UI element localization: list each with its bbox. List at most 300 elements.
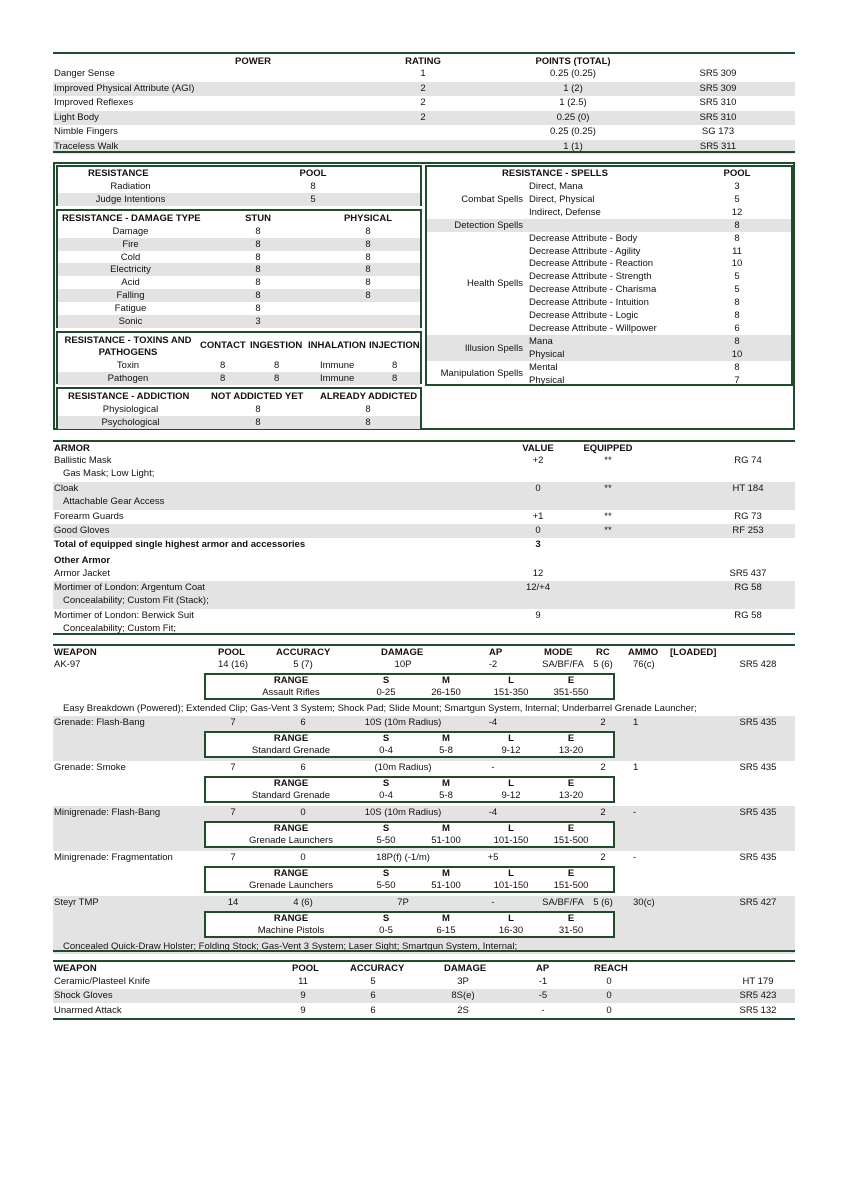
spell-name: Decrease Attribute - Logic xyxy=(529,310,639,321)
table-row xyxy=(427,309,791,322)
table-row xyxy=(58,416,420,429)
table-row xyxy=(58,372,420,385)
damage-type-name: Damage xyxy=(112,226,149,237)
spell-pool: 8 xyxy=(734,297,740,309)
range-header: E xyxy=(567,913,575,924)
range-value: 13-20 xyxy=(558,790,584,801)
armor-name: Ballistic Mask xyxy=(54,455,112,466)
table-row xyxy=(53,554,795,567)
spell-group-combat: Combat Spells xyxy=(461,194,523,205)
range-value: 6-15 xyxy=(436,925,456,936)
table-row xyxy=(58,251,420,264)
loaded-header: [LOADED] xyxy=(670,647,717,658)
resistance-name: Radiation xyxy=(110,181,151,192)
other-armor-source: SR5 437 xyxy=(729,568,767,579)
melee-pool-header: POOL xyxy=(292,963,319,974)
weapon-accuracy: 6 xyxy=(300,762,306,773)
table-row xyxy=(53,1004,795,1018)
weapon-source: SR5 427 xyxy=(739,897,777,908)
melee-pool: 9 xyxy=(300,1004,306,1016)
table-row xyxy=(53,761,795,806)
weapon-accuracy: 4 (6) xyxy=(293,897,313,908)
range-header: M xyxy=(442,778,450,789)
weapon-accuracy: 6 xyxy=(300,717,306,728)
toxin-contact: 8 xyxy=(220,360,226,371)
armor-equipped: ** xyxy=(604,455,612,466)
power-points: 1 (2.5) xyxy=(559,97,587,108)
spell-name: Direct, Physical xyxy=(529,193,595,205)
toxin-injection: 8 xyxy=(392,372,398,384)
toxin-injection: 8 xyxy=(392,360,398,371)
spell-name: Physical xyxy=(529,348,565,360)
range-value: 9-12 xyxy=(501,790,521,801)
damage-type-physical: 8 xyxy=(365,238,371,250)
weapon-damage: 10P xyxy=(394,659,412,670)
spell-group-detection: Detection Spells xyxy=(454,220,523,231)
melee-accuracy: 6 xyxy=(370,990,376,1002)
table-row xyxy=(427,232,791,245)
spell-pool: 8 xyxy=(734,335,740,347)
resistance-table xyxy=(56,165,422,206)
spell-name: Direct, Mana xyxy=(529,181,583,192)
spell-pool: 6 xyxy=(734,322,740,334)
damage-type-name: Falling xyxy=(116,290,145,301)
armor-equipped: ** xyxy=(604,483,612,494)
other-armor-label: Other Armor xyxy=(54,555,111,566)
range-table xyxy=(204,911,615,938)
spell-group-manipulation: Manipulation Spells xyxy=(440,368,523,379)
armor-total-value: 3 xyxy=(535,539,541,550)
power-points: 1 (2) xyxy=(563,82,583,94)
weapon-ap: -2 xyxy=(488,659,498,670)
range-value: 9-12 xyxy=(501,745,521,756)
spell-name: Decrease Attribute - Agility xyxy=(529,245,641,257)
power-name: Traceless Walk xyxy=(54,140,119,152)
spell-pool: 8 xyxy=(734,219,740,231)
other-armor-name: Mortimer of London: Berwick Suit xyxy=(54,610,194,621)
range-header: E xyxy=(567,823,575,834)
not-addicted-header: NOT ADDICTED YET xyxy=(211,391,304,402)
damage-type-name: Fatigue xyxy=(114,302,147,314)
power-points: 0.25 (0.25) xyxy=(550,68,596,79)
addiction-already: 8 xyxy=(365,404,371,415)
spell-group-illusion: Illusion Spells xyxy=(464,343,523,354)
points-header: POINTS (TOTAL) xyxy=(535,56,611,67)
weapon-ammo: 30(c) xyxy=(633,897,655,908)
table-row xyxy=(53,851,795,896)
weapon-pool: 7 xyxy=(230,717,236,728)
damage-type-name: Electricity xyxy=(110,264,151,276)
range-value: 13-20 xyxy=(558,745,584,756)
power-points: 1 (1) xyxy=(563,140,583,152)
range-header: RANGE xyxy=(273,823,309,834)
other-armor-source: RG 58 xyxy=(734,582,762,593)
toxin-name: Pathogen xyxy=(107,372,149,384)
power-rating: 2 xyxy=(420,82,426,94)
inhalation-header: INHALATION xyxy=(308,340,366,351)
weapon-source: SR5 435 xyxy=(739,807,777,818)
weapon-damage: 10S (10m Radius) xyxy=(364,807,442,818)
damage-type-stun: 8 xyxy=(255,264,261,276)
range-header: S xyxy=(382,913,390,924)
weapon-rc: 2 xyxy=(600,807,606,818)
melee-reach: 0 xyxy=(606,976,612,987)
weapon-accuracy: 0 xyxy=(300,852,306,863)
spell-pool: 8 xyxy=(734,361,740,373)
power-header: POWER xyxy=(235,56,271,67)
table-row xyxy=(53,111,795,125)
table-row xyxy=(58,263,420,276)
range-table xyxy=(204,731,615,758)
armor-header: ARMOR xyxy=(54,443,90,454)
other-armor-name: Mortimer of London: Argentum Coat xyxy=(54,582,206,593)
damage-type-stun: 8 xyxy=(255,226,261,237)
melee-ap: - xyxy=(541,1004,545,1016)
other-armor-accessories: Concealability; Custom Fit (Stack); xyxy=(63,595,209,606)
range-header: L xyxy=(508,778,514,789)
power-name: Nimble Fingers xyxy=(54,126,118,137)
weapon-source: SR5 435 xyxy=(739,762,777,773)
range-value: Assault Rifles xyxy=(262,687,320,698)
armor-source: RG 74 xyxy=(734,455,762,466)
armor-name: Good Gloves xyxy=(54,525,110,536)
power-source: SR5 310 xyxy=(699,97,737,108)
melee-damage: 8S(e) xyxy=(451,990,475,1002)
spell-name: Mental xyxy=(529,361,558,373)
melee-accuracy: 6 xyxy=(370,1004,376,1016)
weapon-source: SR5 435 xyxy=(739,717,777,728)
toxins-header-line2: PATHOGENS xyxy=(98,347,158,358)
weapon-pool: 7 xyxy=(230,852,236,863)
rating-header: RATING xyxy=(405,56,441,67)
damage-type-table xyxy=(56,209,422,328)
power-source: SR5 309 xyxy=(699,82,737,94)
range-header: M xyxy=(442,675,450,686)
armor-value: 0 xyxy=(535,525,541,536)
melee-accuracy-header: ACCURACY xyxy=(350,963,405,974)
injection-header: INJECTION xyxy=(369,340,420,351)
power-name: Danger Sense xyxy=(54,68,115,79)
ranged-weapons-section xyxy=(53,644,795,952)
range-header: L xyxy=(508,823,514,834)
range-header: M xyxy=(442,868,450,879)
weapon-mode: SA/BF/FA xyxy=(542,659,584,670)
armor-value: +1 xyxy=(532,511,544,522)
melee-ap: -5 xyxy=(538,990,548,1002)
range-value: 151-500 xyxy=(553,880,589,891)
damage-type-header: RESISTANCE - DAMAGE TYPE xyxy=(62,213,201,224)
addiction-already: 8 xyxy=(365,416,371,428)
damage-type-stun: 8 xyxy=(255,238,261,250)
melee-damage: 2S xyxy=(457,1004,469,1016)
damage-type-physical: 8 xyxy=(365,251,371,263)
armor-source: RG 73 xyxy=(734,511,762,522)
table-row xyxy=(427,322,791,335)
armor-value: +2 xyxy=(532,455,544,466)
weapon-accessories: Easy Breakdown (Powered); Extended Clip; Gas-Vent 3 System; Shock Pad; Slide Mount; Smartgun System, Internal; Underbarrel Grenade Launcher; xyxy=(63,703,697,714)
weapon-name: Minigrenade: Fragmentation xyxy=(54,852,173,863)
spell-name: Decrease Attribute - Body xyxy=(529,232,638,244)
power-rating: 1 xyxy=(420,68,426,79)
range-value: 0-25 xyxy=(376,687,396,698)
damage-header: DAMAGE xyxy=(381,647,424,658)
table-row xyxy=(53,567,795,581)
weapon-ap: +5 xyxy=(487,852,499,863)
other-armor-accessories: Concealability; Custom Fit; xyxy=(63,623,176,634)
range-header: M xyxy=(442,823,450,834)
weapon-rc: 2 xyxy=(600,852,606,863)
range-value: Standard Grenade xyxy=(251,745,331,756)
range-header: L xyxy=(508,675,514,686)
damage-type-physical: 8 xyxy=(365,290,371,301)
other-armor-name: Armor Jacket xyxy=(54,568,110,579)
weapon-ap: - xyxy=(491,762,495,773)
weapon-accuracy: 0 xyxy=(300,807,306,818)
range-header: RANGE xyxy=(273,778,309,789)
equipped-header: EQUIPPED xyxy=(583,443,633,454)
range-value: 101-150 xyxy=(493,880,529,891)
power-source: SR5 310 xyxy=(699,111,737,123)
range-header: S xyxy=(382,868,390,879)
table-row xyxy=(53,125,795,139)
melee-weapons-section xyxy=(53,960,795,1020)
table-row xyxy=(53,658,795,716)
weapon-accessories: Concealed Quick-Draw Holster; Folding Stock; Gas-Vent 3 System; Laser Sight; Smartgun System, Internal; xyxy=(63,941,518,952)
melee-source: SR5 423 xyxy=(739,990,777,1002)
table-row xyxy=(58,403,420,416)
table-row xyxy=(427,257,791,270)
range-header: L xyxy=(508,868,514,879)
damage-type-name: Acid xyxy=(121,277,140,289)
spell-pool: 10 xyxy=(731,348,743,360)
damage-type-stun: 8 xyxy=(255,251,261,263)
weapon-pool: 7 xyxy=(230,762,236,773)
melee-ap: -1 xyxy=(538,976,548,987)
range-header: S xyxy=(382,733,390,744)
table-row xyxy=(58,289,420,302)
armor-equipped: ** xyxy=(604,511,612,522)
addiction-name: Physiological xyxy=(102,404,159,415)
weapon-name: Minigrenade: Flash-Bang xyxy=(54,807,161,818)
power-source: SR5 311 xyxy=(699,140,737,152)
weapon-ammo: 76(c) xyxy=(633,659,655,670)
spell-pool: 12 xyxy=(731,206,743,218)
weapon-ap: -4 xyxy=(488,717,498,728)
toxin-inhalation: Immune xyxy=(320,372,355,384)
ap-header: AP xyxy=(489,647,503,658)
other-armor-value: 12/+4 xyxy=(525,582,551,593)
table-row xyxy=(58,180,420,193)
range-header: M xyxy=(442,913,450,924)
spells-pool-header: POOL xyxy=(723,168,751,179)
spell-pool: 10 xyxy=(731,258,743,270)
range-header: L xyxy=(508,913,514,924)
armor-value: 0 xyxy=(535,483,541,494)
rc-header: RC xyxy=(596,647,610,658)
range-value: 151-500 xyxy=(553,835,589,846)
armor-section xyxy=(53,440,795,636)
toxin-name: Toxin xyxy=(116,360,140,371)
range-header: S xyxy=(382,675,390,686)
table-row xyxy=(53,82,795,96)
spell-pool: 3 xyxy=(734,181,740,192)
range-header: E xyxy=(567,868,575,879)
spells-table xyxy=(425,165,793,386)
range-value: Standard Grenade xyxy=(251,790,331,801)
melee-reach: 0 xyxy=(606,990,612,1002)
toxins-table xyxy=(56,331,422,384)
melee-damage: 3P xyxy=(457,976,469,987)
weapon-pool: 14 xyxy=(227,897,239,908)
power-name: Improved Reflexes xyxy=(54,97,134,108)
power-source: SG 173 xyxy=(701,126,735,137)
range-header: E xyxy=(567,778,575,789)
addiction-name: Psychological xyxy=(101,416,160,428)
spell-pool: 5 xyxy=(734,284,740,296)
spell-pool: 8 xyxy=(734,232,740,244)
range-header: RANGE xyxy=(273,913,309,924)
spell-name: Physical xyxy=(529,374,565,386)
powers-section xyxy=(53,52,795,154)
range-value: 31-50 xyxy=(558,925,584,936)
range-value: Machine Pistols xyxy=(257,925,325,936)
melee-pool: 9 xyxy=(300,990,306,1002)
weapon-ap: - xyxy=(491,897,495,908)
addiction-table xyxy=(56,387,422,428)
damage-type-name: Sonic xyxy=(118,315,143,327)
armor-accessories: Gas Mask; Low Light; xyxy=(63,468,155,479)
range-table xyxy=(204,776,615,803)
table-row xyxy=(53,896,795,954)
table-row xyxy=(427,245,791,258)
damage-type-physical: 8 xyxy=(365,277,371,289)
damage-type-name: Fire xyxy=(122,238,139,250)
weapon-ammo: - xyxy=(633,852,637,863)
value-header: VALUE xyxy=(522,443,554,454)
table-row xyxy=(53,482,795,510)
power-rating: 2 xyxy=(420,97,426,108)
melee-source: HT 179 xyxy=(742,976,774,987)
ammo-header: AMMO xyxy=(628,647,659,658)
damage-type-physical: 8 xyxy=(365,226,371,237)
addiction-not: 8 xyxy=(255,404,261,415)
weapon-name: Grenade: Flash-Bang xyxy=(54,717,145,728)
spell-name: Decrease Attribute - Strength xyxy=(529,271,652,283)
damage-type-stun: 3 xyxy=(255,315,261,327)
addiction-not: 8 xyxy=(255,416,261,428)
range-value: Grenade Launchers xyxy=(249,880,333,891)
power-points: 0.25 (0.25) xyxy=(550,126,596,137)
table-row xyxy=(58,315,420,328)
damage-type-stun: 8 xyxy=(255,302,261,314)
table-row xyxy=(58,359,420,372)
mode-header: MODE xyxy=(544,647,573,658)
table-row xyxy=(53,581,795,609)
toxins-header-line1: RESISTANCE - TOXINS AND xyxy=(64,335,192,346)
range-value: 0-4 xyxy=(379,745,393,756)
armor-equipped: ** xyxy=(604,525,612,536)
power-source: SR5 309 xyxy=(699,68,737,79)
armor-source: HT 184 xyxy=(732,483,764,494)
spell-pool: 8 xyxy=(734,310,740,321)
range-header: M xyxy=(442,733,450,744)
resistance-pool-header: POOL xyxy=(299,168,327,179)
range-header: S xyxy=(382,823,390,834)
table-row xyxy=(53,806,795,851)
other-armor-source: RG 58 xyxy=(734,610,762,621)
table-row xyxy=(53,96,795,110)
weapon-damage: 10S (10m Radius) xyxy=(364,717,442,728)
damage-type-stun: 8 xyxy=(255,290,261,301)
physical-header: PHYSICAL xyxy=(343,213,393,224)
range-value: 51-100 xyxy=(431,835,461,846)
resistance-pool: 5 xyxy=(310,194,316,205)
weapon-ammo: - xyxy=(633,807,637,818)
spell-name: Decrease Attribute - Charisma xyxy=(529,284,657,296)
weapon-mode: SA/BF/FA xyxy=(542,897,584,908)
other-armor-value: 9 xyxy=(535,610,541,621)
spell-pool: 5 xyxy=(734,193,740,205)
weapon-accuracy: 5 (7) xyxy=(293,659,313,670)
weapon-damage: (10m Radius) xyxy=(374,762,432,773)
table-row xyxy=(58,302,420,315)
table-row xyxy=(53,975,795,989)
power-rating: 2 xyxy=(420,111,426,123)
table-row xyxy=(58,193,420,206)
range-table xyxy=(204,821,615,848)
table-row xyxy=(53,454,795,482)
table-row xyxy=(427,180,791,193)
stun-header: STUN xyxy=(245,213,271,224)
table-row xyxy=(427,296,791,309)
spell-name: Decrease Attribute - Reaction xyxy=(529,258,654,270)
armor-source: RF 253 xyxy=(732,525,764,536)
range-value: 26-150 xyxy=(431,687,461,698)
accuracy-header: ACCURACY xyxy=(276,647,331,658)
weapon-damage: 18P(f) (-1/m) xyxy=(376,852,430,863)
range-value: 0-4 xyxy=(379,790,393,801)
melee-reach: 0 xyxy=(606,1004,612,1016)
table-row xyxy=(58,276,420,289)
table-row xyxy=(53,538,795,552)
spell-name: Mana xyxy=(529,335,553,347)
weapon-name: AK-97 xyxy=(54,659,81,670)
armor-name: Cloak xyxy=(54,483,79,494)
pool-header: POOL xyxy=(218,647,245,658)
spells-header: RESISTANCE - SPELLS xyxy=(502,168,608,179)
addiction-header: RESISTANCE - ADDICTION xyxy=(68,391,190,402)
table-row xyxy=(53,510,795,524)
weapon-rc: 5 (6) xyxy=(593,659,613,670)
table-row xyxy=(53,716,795,761)
range-value: 5-8 xyxy=(439,790,453,801)
damage-type-name: Cold xyxy=(120,251,141,263)
spell-pool: 5 xyxy=(734,271,740,283)
range-header: RANGE xyxy=(273,868,309,879)
weapon-ammo: 1 xyxy=(633,717,639,728)
melee-source: SR5 132 xyxy=(739,1004,777,1016)
range-value: 5-8 xyxy=(439,745,453,756)
melee-damage-header: DAMAGE xyxy=(444,963,487,974)
weapon-damage: 7P xyxy=(397,897,409,908)
range-value: 351-550 xyxy=(553,687,589,698)
weapon-source: SR5 428 xyxy=(739,659,777,670)
spell-pool: 11 xyxy=(732,245,742,257)
range-header: E xyxy=(567,733,575,744)
weapon-rc: 2 xyxy=(600,717,606,728)
toxin-contact: 8 xyxy=(220,372,226,384)
table-row xyxy=(427,206,791,219)
